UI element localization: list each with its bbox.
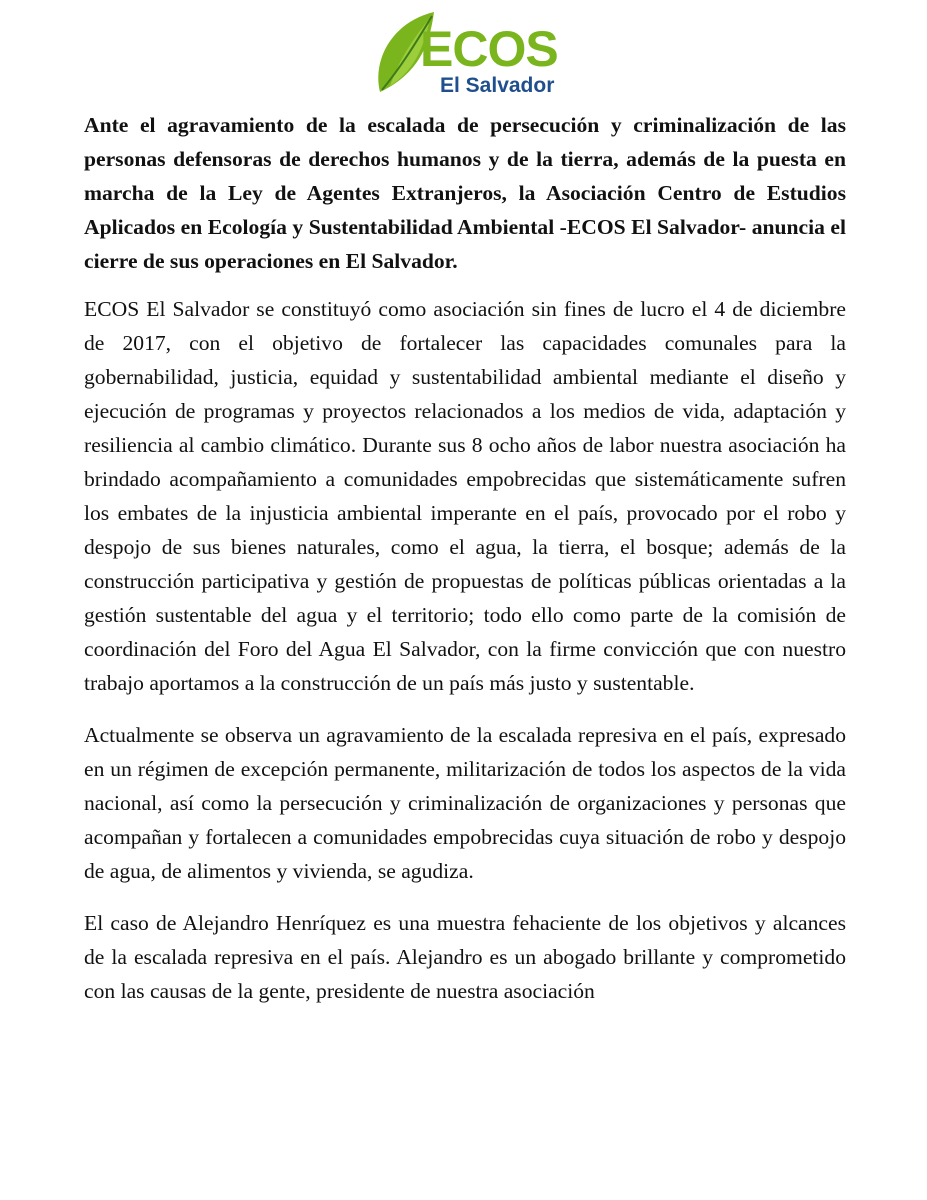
- logo-subtitle: El Salvador: [440, 74, 555, 97]
- lead-paragraph: Ante el agravamiento de la escalada de persecución y criminalización de las personas defensoras de derechos humanos y de la tierra, además de la puesta en marcha de la Ley de Agentes Extranjeros, la Asociación Centro de Estudios Aplicados en Ecología y Sustentabilidad Ambiental -ECOS El Salvador- anuncia el cierre de sus operaciones en El Salvador.: [84, 113, 846, 273]
- paragraph-repression: Actualmente se observa un agravamiento de la escalada represiva en el país, expresado en un régimen de excepción permanente, militarización de todos los aspectos de la vida nacional, así como la persecución y criminalización de organizaciones y personas que acompañan y fortalecen a comunidades empobrecidas cuya situación de robo y despojo de agua, de alimentos y vivienda, se agudiza.: [84, 723, 846, 883]
- logo-wordmark: ECOS: [420, 21, 558, 77]
- ecos-logo: [372, 10, 562, 100]
- statement-body: [84, 108, 846, 1026]
- paragraph-henriquez-case: El caso de Alejandro Henríquez es una muestra fehaciente de los objetivos y alcances de la escalada represiva en el país. Alejandro es un abogado brillante y comprometido con las causas de la gente, presidente de nuestra asociación: [84, 911, 846, 1003]
- ecos-leaf-icon: [372, 10, 562, 100]
- paragraph-founding: ECOS El Salvador se constituyó como asociación sin fines de lucro el 4 de diciembre de 2017, con el objetivo de fortalecer las capacidades comunales para la gobernabilidad, justicia, equidad y sustentabilidad ambiental mediante el diseño y ejecución de programas y proyectos relacionados a los medios de vida, adaptación y resiliencia al cambio climático. Durante sus 8 ocho años de labor nuestra asociación ha brindado acompañamiento a comunidades empobrecidas que sistemáticamente sufren los embates de la injusticia ambiental imperante en el país, provocado por el robo y despojo de sus bienes naturales, como el agua, la tierra, el bosque; además de la construcción participativa y gestión de propuestas de políticas públicas orientadas a la gestión sustentable del agua y el territorio; todo ello como parte de la comisión de coordinación del Foro del Agua El Salvador, con la firme convicción que con nuestro trabajo aportamos a la construcción de un país más justo y sustentable.: [84, 297, 846, 695]
